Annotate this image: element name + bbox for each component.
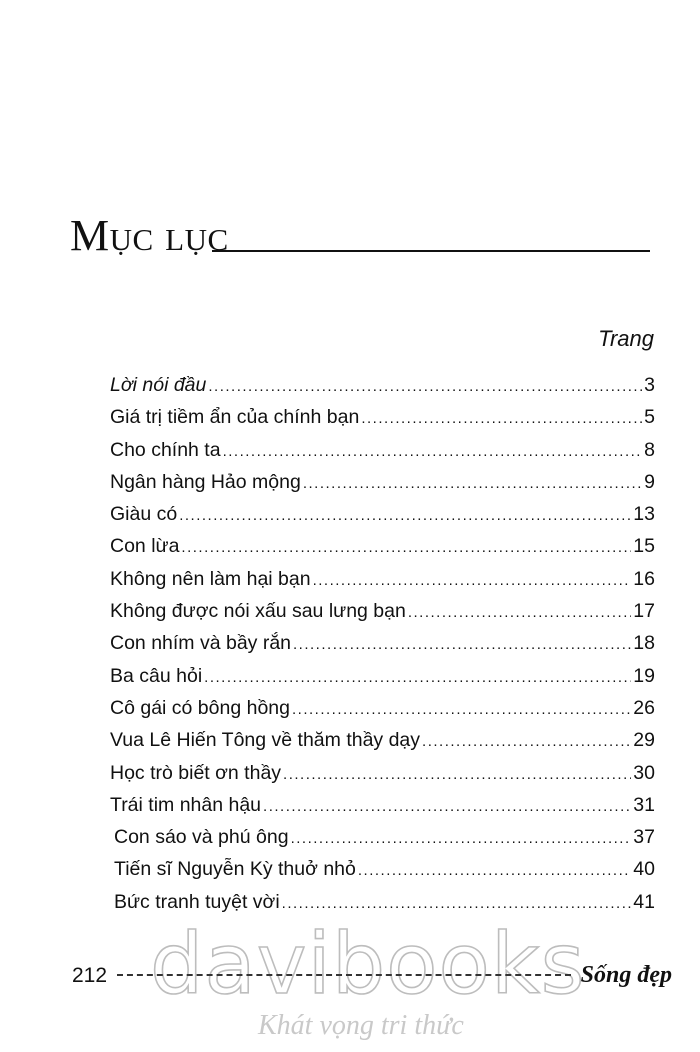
toc-entry-title: Giàu có [110,503,178,526]
toc-entry [110,600,655,632]
footer-dashed-rule [117,974,571,976]
toc-entry-title: Cho chính ta [110,438,221,461]
toc-entry-title: Vua Lê Hiến Tông về thăm thầy dạy [110,729,421,752]
toc-entry-page: 13 [633,503,655,526]
toc-leader-dots [408,604,631,621]
toc-entry-page: 30 [633,761,655,784]
toc-leader-dots [313,572,632,589]
footer-page-number: 212 [72,964,108,987]
toc-entry [110,794,655,826]
toc-leader-dots [283,766,631,783]
footer-book-title: Sống đẹp [580,962,672,988]
toc-leader-dots [361,410,642,427]
toc-entry [110,762,655,794]
toc-entry-page: 18 [633,632,655,655]
toc-entry [110,632,655,664]
toc-entry [110,697,655,729]
page-title: Mục lục [70,211,229,260]
toc-entry-page: 29 [633,729,655,752]
toc-leader-dots [223,443,643,460]
toc-entry-title: Con sáo và phú ông [114,826,289,849]
toc-entry-page: 9 [644,470,655,493]
toc-leader-dots [358,862,631,879]
toc-entry-title: Ba câu hỏi [110,664,203,687]
toc-leader-dots [303,475,642,492]
toc-leader-dots [181,539,631,556]
table-of-contents [110,374,655,923]
toc-entry [110,471,655,503]
toc-entry [110,374,655,406]
page-footer [72,962,672,989]
toc-entry-page: 19 [633,664,655,687]
toc-entry-page: 26 [633,696,655,719]
toc-entry [110,439,655,471]
toc-entry [110,406,655,438]
toc-leader-dots [282,895,632,912]
watermark-slogan: Khát vọng tri thức [258,1010,464,1041]
toc-entry-title: Tiến sĩ Nguyễn Kỳ thuở nhỏ [114,858,356,881]
toc-entry-page: 31 [633,793,655,816]
toc-entry-page: 16 [633,567,655,590]
toc-entry-page: 3 [644,374,655,396]
toc-entry-page: 17 [633,600,655,623]
toc-entry [110,535,655,567]
toc-entry-title: Con nhím và bầy rắn [110,632,292,655]
toc-entry-title: Ngân hàng Hảo mộng [110,470,301,493]
toc-entry [110,858,655,890]
toc-entry-title: Bức tranh tuyệt vời [114,890,280,913]
toc-leader-dots [292,701,631,718]
title-underline [212,250,650,252]
watermark-brand: davibooks [150,915,586,1013]
toc-entry-title: Không nên làm hại bạn [110,567,311,590]
toc-leader-dots [422,733,631,750]
toc-entry-title: Học trò biết ơn thầy [110,761,282,784]
toc-entry-title: Trái tim nhân hậu [110,793,262,816]
toc-entry [110,729,655,761]
toc-entry-page: 15 [633,535,655,558]
toc-entry-title: Giá trị tiềm ẩn của chính bạn [110,406,360,429]
toc-leader-dots [204,669,631,686]
toc-entry-title: Lời nói đầu [110,374,207,396]
page-column-label: Trang [598,326,654,351]
toc-entry [110,826,655,858]
toc-entry-title: Không được nói xấu sau lưng bạn [110,600,406,623]
toc-entry-page: 40 [633,858,655,881]
toc-entry-page: 41 [633,890,655,913]
toc-leader-dots [208,378,642,395]
toc-entry [110,503,655,535]
toc-leader-dots [179,507,631,524]
toc-entry-title: Con lừa [110,535,180,558]
toc-leader-dots [291,830,632,847]
toc-entry-title: Cô gái có bông hồng [110,696,290,719]
toc-leader-dots [293,636,631,653]
toc-entry-page: 37 [633,826,655,849]
toc-entry-page: 5 [644,406,655,429]
toc-entry [110,665,655,697]
toc-entry-page: 8 [644,438,655,461]
toc-leader-dots [263,798,631,815]
toc-entry [110,568,655,600]
